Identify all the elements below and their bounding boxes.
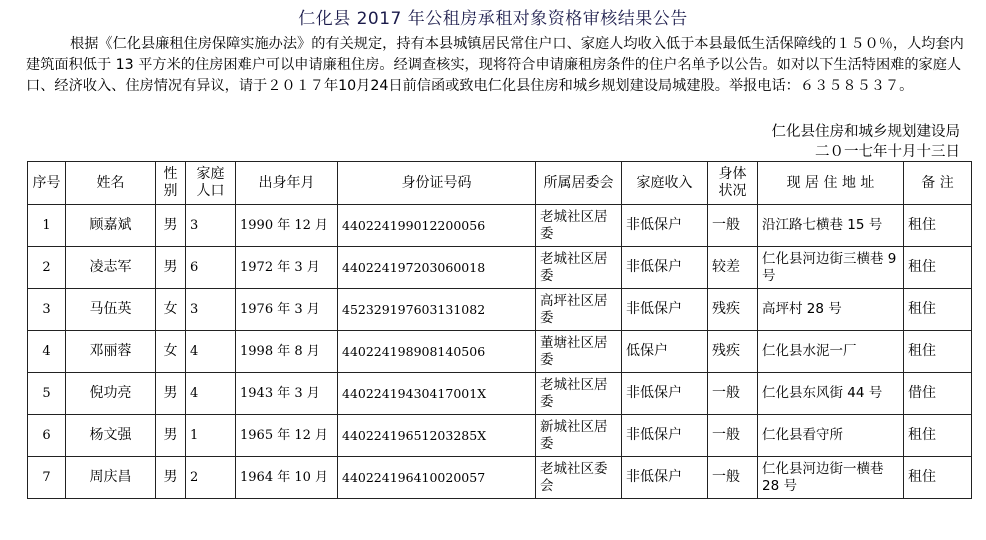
cell-id-number: 440224198908140506 xyxy=(338,331,536,373)
cell-sex: 男 xyxy=(156,415,186,457)
table-row xyxy=(28,457,972,499)
cell-birth-date: 1990 年 12 月 xyxy=(236,205,338,247)
cell-sex: 女 xyxy=(156,289,186,331)
cell-sex: 男 xyxy=(156,205,186,247)
cell-health: 一般 xyxy=(708,457,758,499)
cell-id-number: 440224196410020057 xyxy=(338,457,536,499)
cell-note: 租住 xyxy=(904,457,972,499)
cell-household-size: 1 xyxy=(186,415,236,457)
cell-birth-date: 1972 年 3 月 xyxy=(236,247,338,289)
header-sex: 性别 xyxy=(156,162,186,205)
cell-health: 一般 xyxy=(708,415,758,457)
cell-note: 租住 xyxy=(904,247,972,289)
signature-org: 仁化县住房和城乡规划建设局 xyxy=(771,124,960,140)
cell-id-number: 44022419651203285X xyxy=(338,415,536,457)
header-birth-date: 出身年月 xyxy=(236,162,338,205)
applicant-table xyxy=(27,161,972,499)
cell-health: 一般 xyxy=(708,373,758,415)
header-address: 现 居 住 地 址 xyxy=(758,162,904,205)
cell-note: 租住 xyxy=(904,289,972,331)
cell-birth-date: 1943 年 3 月 xyxy=(236,373,338,415)
cell-sex: 男 xyxy=(156,373,186,415)
cell-household-size: 4 xyxy=(186,331,236,373)
cell-income: 非低保户 xyxy=(622,289,708,331)
cell-health: 残疾 xyxy=(708,331,758,373)
cell-income: 非低保户 xyxy=(622,457,708,499)
cell-household-size: 4 xyxy=(186,373,236,415)
cell-household-size: 6 xyxy=(186,247,236,289)
table-row xyxy=(28,331,972,373)
cell-income: 非低保户 xyxy=(622,247,708,289)
cell-community: 老城社区居委 xyxy=(536,247,622,289)
cell-household-size: 2 xyxy=(186,457,236,499)
cell-address: 仁化县水泥一厂 xyxy=(758,331,904,373)
cell-address: 仁化县河边街一横巷 28 号 xyxy=(758,457,904,499)
cell-number: 5 xyxy=(28,373,66,415)
cell-sex: 男 xyxy=(156,247,186,289)
table-row xyxy=(28,205,972,247)
header-id-number: 身份证号码 xyxy=(338,162,536,205)
table-row xyxy=(28,289,972,331)
header-name: 姓名 xyxy=(66,162,156,205)
cell-note: 租住 xyxy=(904,205,972,247)
cell-health: 较差 xyxy=(708,247,758,289)
header-community: 所属居委会 xyxy=(536,162,622,205)
cell-community: 董塘社区居委 xyxy=(536,331,622,373)
cell-household-size: 3 xyxy=(186,205,236,247)
cell-income: 非低保户 xyxy=(622,205,708,247)
cell-id-number: 44022419430417001X xyxy=(338,373,536,415)
cell-sex: 女 xyxy=(156,331,186,373)
cell-community: 老城社区居委 xyxy=(536,205,622,247)
cell-community: 新城社区居委 xyxy=(536,415,622,457)
announcement-paragraph: 根据《仁化县廉租住房保障实施办法》的有关规定，持有本县城镇居民常住户口、家庭人均收入低于本县最低生活保障线的１５０％，人均套内建筑面积低于 13 平方米的住房困难户可以申请廉租住房。经调查核实，现将符合申请廉租房条件的住户名单予以公告。如对以下生活特困难的家庭人口、经济收入、住房情况有异议，请于２０１７年10月24日前信函或致电仁化县住房和城乡规划建设局城建股。举报电话：６３５８５３７。 xyxy=(26,36,964,94)
cell-address: 沿江路七横巷 15 号 xyxy=(758,205,904,247)
cell-address: 仁化县东风街 44 号 xyxy=(758,373,904,415)
cell-number: 3 xyxy=(28,289,66,331)
cell-birth-date: 1964 年 10 月 xyxy=(236,457,338,499)
cell-number: 7 xyxy=(28,457,66,499)
header-number: 序号 xyxy=(28,162,66,205)
cell-address: 仁化县看守所 xyxy=(758,415,904,457)
header-health: 身体状况 xyxy=(708,162,758,205)
cell-note: 借住 xyxy=(904,373,972,415)
cell-birth-date: 1976 年 3 月 xyxy=(236,289,338,331)
cell-community: 老城社区居委 xyxy=(536,373,622,415)
table-row xyxy=(28,373,972,415)
cell-note: 租住 xyxy=(904,415,972,457)
cell-name: 马伍英 xyxy=(66,289,156,331)
cell-name: 倪功亮 xyxy=(66,373,156,415)
cell-number: 1 xyxy=(28,205,66,247)
cell-address: 仁化县河边街三横巷 9 号 xyxy=(758,247,904,289)
cell-birth-date: 1998 年 8 月 xyxy=(236,331,338,373)
cell-id-number: 452329197603131082 xyxy=(338,289,536,331)
cell-name: 凌志军 xyxy=(66,247,156,289)
table-row xyxy=(28,247,972,289)
table-row xyxy=(28,415,972,457)
cell-income: 非低保户 xyxy=(622,373,708,415)
cell-health: 一般 xyxy=(708,205,758,247)
signature-date: 二０一七年十月十三日 xyxy=(815,144,960,160)
cell-community: 高坪社区居委 xyxy=(536,289,622,331)
cell-id-number: 440224199012200056 xyxy=(338,205,536,247)
cell-number: 6 xyxy=(28,415,66,457)
cell-address: 高坪村 28 号 xyxy=(758,289,904,331)
cell-sex: 男 xyxy=(156,457,186,499)
cell-income: 低保户 xyxy=(622,331,708,373)
page-title: 仁化县 2017 年公租房承租对象资格审核结果公告 xyxy=(298,9,688,29)
cell-number: 4 xyxy=(28,331,66,373)
cell-note: 租住 xyxy=(904,331,972,373)
header-household-size: 家庭人口 xyxy=(186,162,236,205)
table-header-row xyxy=(28,162,972,205)
cell-name: 邓丽蓉 xyxy=(66,331,156,373)
cell-income: 非低保户 xyxy=(622,415,708,457)
cell-id-number: 440224197203060018 xyxy=(338,247,536,289)
cell-name: 周庆昌 xyxy=(66,457,156,499)
cell-household-size: 3 xyxy=(186,289,236,331)
cell-birth-date: 1965 年 12 月 xyxy=(236,415,338,457)
cell-community: 老城社区委会 xyxy=(536,457,622,499)
cell-name: 顾嘉斌 xyxy=(66,205,156,247)
cell-health: 残疾 xyxy=(708,289,758,331)
cell-number: 2 xyxy=(28,247,66,289)
header-income: 家庭收入 xyxy=(622,162,708,205)
cell-name: 杨文强 xyxy=(66,415,156,457)
header-note: 备 注 xyxy=(904,162,972,205)
